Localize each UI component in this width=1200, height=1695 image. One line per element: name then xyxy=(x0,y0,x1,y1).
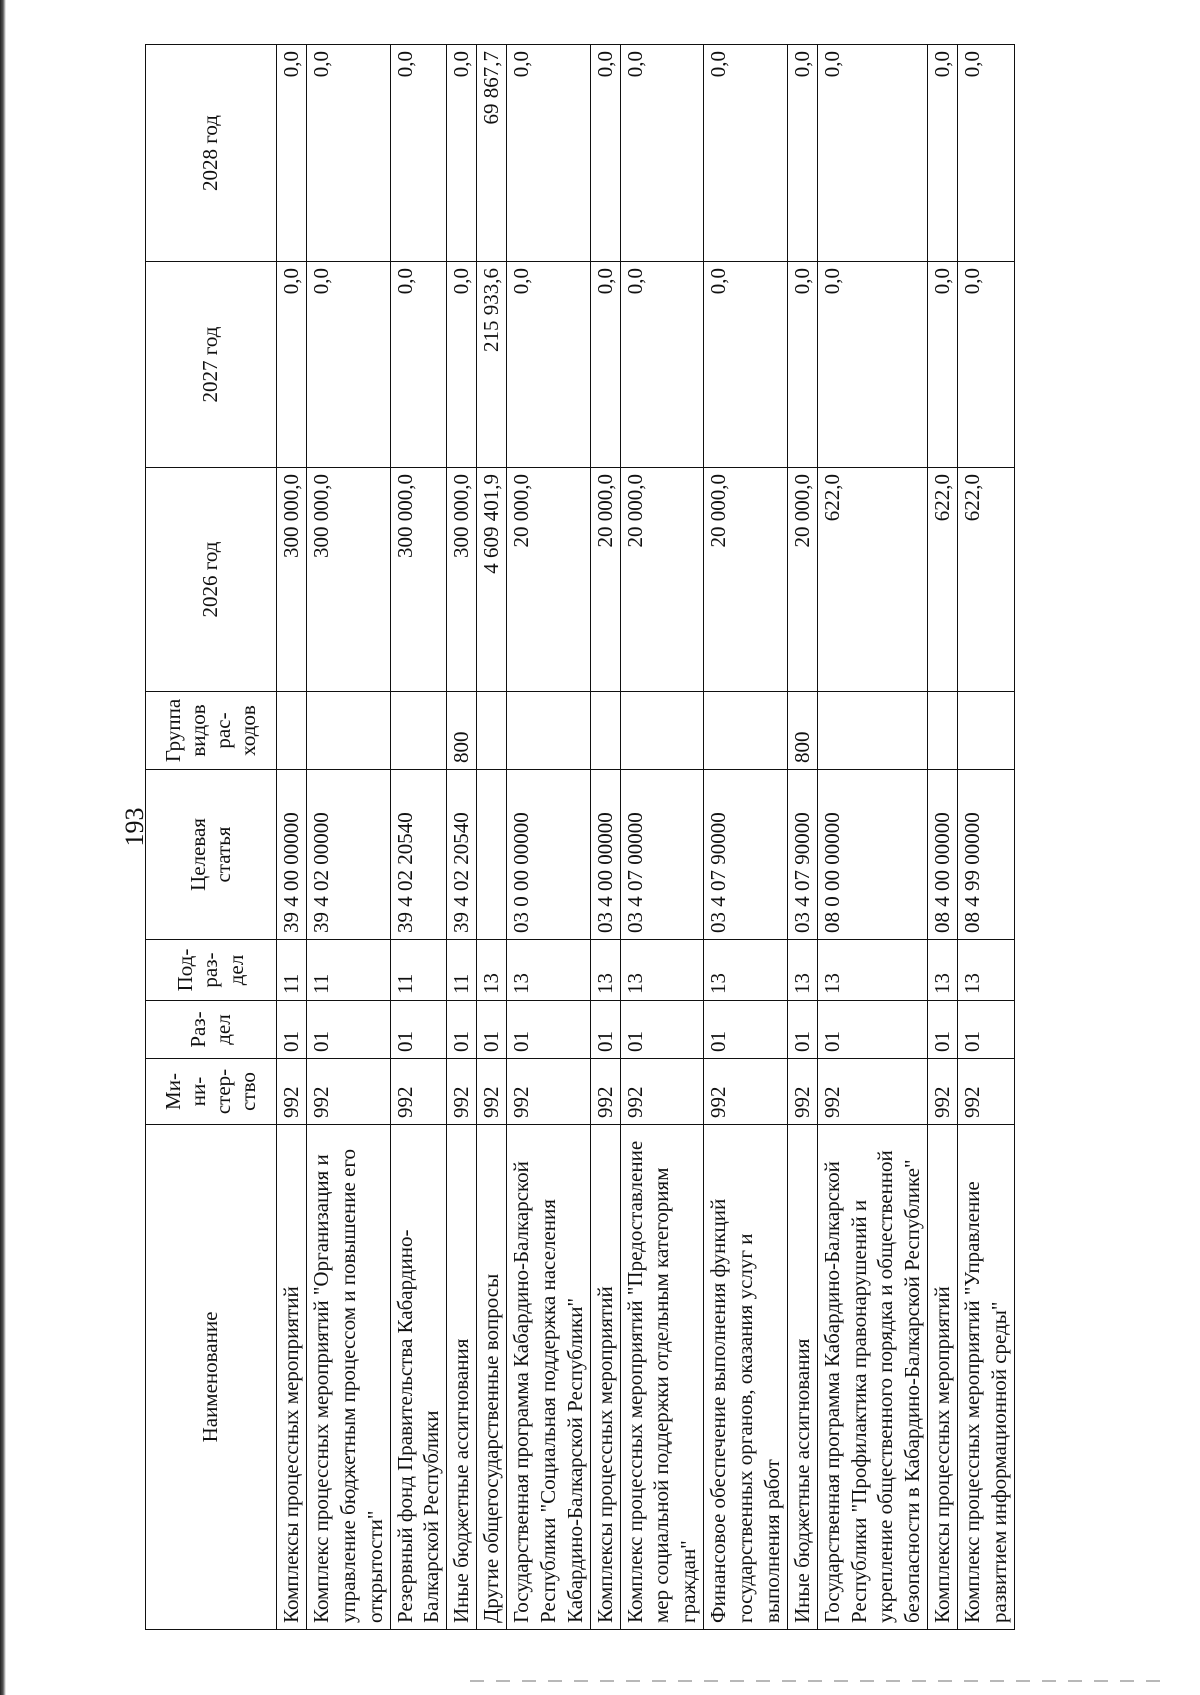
cell-section: 01 xyxy=(958,1001,1015,1059)
cell-y2026: 4 609 401,9 xyxy=(477,468,507,692)
page-number: 193 xyxy=(120,807,149,847)
cell-group xyxy=(477,692,507,770)
cell-section: 01 xyxy=(704,1001,788,1059)
cell-group xyxy=(507,692,591,770)
header-target: Целевая статья xyxy=(146,770,277,940)
table-row xyxy=(507,45,591,1630)
cell-y2026: 20 000,0 xyxy=(590,468,620,692)
header-subsection: Под- раз- дел xyxy=(146,940,277,1001)
cell-target xyxy=(477,770,507,940)
cell-subsection: 13 xyxy=(477,940,507,1001)
cell-y2027: 0,0 xyxy=(306,262,390,468)
cell-section: 01 xyxy=(277,1001,307,1059)
cell-name: Иные бюджетные ассигнования xyxy=(787,1125,817,1630)
cell-y2026: 300 000,0 xyxy=(390,468,447,692)
cell-target: 39 4 02 20540 xyxy=(390,770,447,940)
cell-group: 800 xyxy=(447,692,477,770)
cell-name: Государственная программа Кабардино-Балкарской Республики "Профилактика правонарушений и укрепление общественного порядка и общественной безопасности в Кабардино-Балкарской Республике" xyxy=(817,1125,928,1630)
cell-section: 01 xyxy=(477,1001,507,1059)
cell-y2027: 0,0 xyxy=(787,262,817,468)
cell-y2027: 0,0 xyxy=(277,262,307,468)
cell-ministry: 992 xyxy=(620,1059,704,1125)
cell-y2027: 0,0 xyxy=(958,262,1015,468)
header-section: Раз- дел xyxy=(146,1001,277,1059)
cell-target: 08 4 00 00000 xyxy=(928,770,958,940)
cell-y2028: 0,0 xyxy=(958,45,1015,262)
cell-target: 39 4 00 00000 xyxy=(277,770,307,940)
cell-name: Комплексы процессных мероприятий xyxy=(928,1125,958,1630)
cell-section: 01 xyxy=(620,1001,704,1059)
cell-y2028: 0,0 xyxy=(787,45,817,262)
cell-group xyxy=(277,692,307,770)
header-group: Группа видов рас- ходов xyxy=(146,692,277,770)
cell-section: 01 xyxy=(306,1001,390,1059)
cell-ministry: 992 xyxy=(447,1059,477,1125)
cell-section: 01 xyxy=(928,1001,958,1059)
cell-target: 03 4 07 00000 xyxy=(620,770,704,940)
cell-name: Комплекс процессных мероприятий "Предоставление мер социальной поддержки отдельным категориям граждан" xyxy=(620,1125,704,1630)
header-name: Наименование xyxy=(146,1125,277,1630)
cell-y2028: 0,0 xyxy=(620,45,704,262)
cell-section: 01 xyxy=(447,1001,477,1059)
scan-bottom-artifact xyxy=(470,1680,1170,1682)
table-body xyxy=(277,45,1015,1630)
table-row xyxy=(928,45,958,1630)
cell-subsection: 11 xyxy=(277,940,307,1001)
cell-group xyxy=(620,692,704,770)
cell-y2026: 622,0 xyxy=(928,468,958,692)
cell-name: Комплекс процессных мероприятий "Управление развитием информационной среды" xyxy=(958,1125,1015,1630)
cell-y2027: 0,0 xyxy=(704,262,788,468)
table-row xyxy=(787,45,817,1630)
cell-group xyxy=(704,692,788,770)
cell-y2026: 300 000,0 xyxy=(306,468,390,692)
cell-name: Комплексы процессных мероприятий xyxy=(277,1125,307,1630)
cell-target: 39 4 02 20540 xyxy=(447,770,477,940)
cell-subsection: 13 xyxy=(787,940,817,1001)
table-row xyxy=(447,45,477,1630)
cell-y2026: 20 000,0 xyxy=(507,468,591,692)
cell-group xyxy=(958,692,1015,770)
cell-y2026: 622,0 xyxy=(817,468,928,692)
cell-section: 01 xyxy=(590,1001,620,1059)
cell-y2026: 20 000,0 xyxy=(704,468,788,692)
header-2028: 2028 год xyxy=(146,45,277,262)
cell-y2026: 20 000,0 xyxy=(620,468,704,692)
cell-group xyxy=(928,692,958,770)
cell-name: Комплекс процессных мероприятий "Организация и управление бюджетным процессом и повышение его открытости" xyxy=(306,1125,390,1630)
cell-ministry: 992 xyxy=(787,1059,817,1125)
rotated-table-container xyxy=(145,45,1065,1630)
cell-y2028: 69 867,7 xyxy=(477,45,507,262)
cell-name: Другие общегосударственные вопросы xyxy=(477,1125,507,1630)
cell-ministry: 992 xyxy=(390,1059,447,1125)
cell-y2028: 0,0 xyxy=(704,45,788,262)
cell-group xyxy=(306,692,390,770)
budget-table xyxy=(145,44,1015,1630)
cell-ministry: 992 xyxy=(306,1059,390,1125)
header-2026: 2026 год xyxy=(146,468,277,692)
cell-y2028: 0,0 xyxy=(277,45,307,262)
cell-target: 03 4 00 00000 xyxy=(590,770,620,940)
cell-ministry: 992 xyxy=(928,1059,958,1125)
cell-group xyxy=(590,692,620,770)
cell-target: 03 0 00 00000 xyxy=(507,770,591,940)
cell-y2026: 300 000,0 xyxy=(447,468,477,692)
cell-y2027: 0,0 xyxy=(928,262,958,468)
cell-name: Государственная программа Кабардино-Балкарской Республики "Социальная поддержка населения Кабардино-Балкарской Республики" xyxy=(507,1125,591,1630)
cell-subsection: 13 xyxy=(507,940,591,1001)
cell-subsection: 13 xyxy=(620,940,704,1001)
cell-y2027: 0,0 xyxy=(590,262,620,468)
table-row xyxy=(817,45,928,1630)
table-row xyxy=(277,45,307,1630)
cell-target: 08 0 00 00000 xyxy=(817,770,928,940)
cell-subsection: 13 xyxy=(928,940,958,1001)
cell-ministry: 992 xyxy=(958,1059,1015,1125)
cell-ministry: 992 xyxy=(277,1059,307,1125)
cell-name: Финансовое обеспечение выполнения функций государственных органов, оказания услуг и выполнения работ xyxy=(704,1125,788,1630)
cell-section: 01 xyxy=(507,1001,591,1059)
cell-y2028: 0,0 xyxy=(306,45,390,262)
cell-ministry: 992 xyxy=(507,1059,591,1125)
cell-target: 08 4 99 00000 xyxy=(958,770,1015,940)
cell-ministry: 992 xyxy=(477,1059,507,1125)
cell-y2026: 622,0 xyxy=(958,468,1015,692)
cell-y2028: 0,0 xyxy=(447,45,477,262)
cell-ministry: 992 xyxy=(817,1059,928,1125)
cell-subsection: 11 xyxy=(447,940,477,1001)
cell-subsection: 13 xyxy=(958,940,1015,1001)
cell-y2027: 0,0 xyxy=(817,262,928,468)
cell-subsection: 13 xyxy=(590,940,620,1001)
header-ministry: Ми- ни- стер- ство xyxy=(146,1059,277,1125)
cell-y2028: 0,0 xyxy=(817,45,928,262)
table-row xyxy=(958,45,1015,1630)
cell-y2028: 0,0 xyxy=(507,45,591,262)
cell-section: 01 xyxy=(390,1001,447,1059)
cell-y2027: 0,0 xyxy=(447,262,477,468)
cell-section: 01 xyxy=(787,1001,817,1059)
cell-y2026: 300 000,0 xyxy=(277,468,307,692)
table-row xyxy=(390,45,447,1630)
cell-y2028: 0,0 xyxy=(590,45,620,262)
cell-subsection: 13 xyxy=(704,940,788,1001)
cell-name: Резервный фонд Правительства Кабардино-Балкарской Республики xyxy=(390,1125,447,1630)
cell-section: 01 xyxy=(817,1001,928,1059)
cell-subsection: 11 xyxy=(390,940,447,1001)
cell-ministry: 992 xyxy=(704,1059,788,1125)
table-header-row xyxy=(146,45,277,1630)
cell-y2028: 0,0 xyxy=(928,45,958,262)
table-row xyxy=(306,45,390,1630)
cell-target: 39 4 02 00000 xyxy=(306,770,390,940)
scan-left-edge xyxy=(0,0,6,1695)
cell-y2027: 0,0 xyxy=(620,262,704,468)
cell-y2026: 20 000,0 xyxy=(787,468,817,692)
cell-y2027: 0,0 xyxy=(390,262,447,468)
table-row xyxy=(590,45,620,1630)
cell-target: 03 4 07 90000 xyxy=(704,770,788,940)
cell-y2028: 0,0 xyxy=(390,45,447,262)
cell-y2027: 215 933,6 xyxy=(477,262,507,468)
cell-group xyxy=(390,692,447,770)
table-row xyxy=(704,45,788,1630)
table-row xyxy=(620,45,704,1630)
cell-name: Иные бюджетные ассигнования xyxy=(447,1125,477,1630)
cell-group xyxy=(817,692,928,770)
cell-y2027: 0,0 xyxy=(507,262,591,468)
header-2027: 2027 год xyxy=(146,262,277,468)
table-row xyxy=(477,45,507,1630)
cell-ministry: 992 xyxy=(590,1059,620,1125)
cell-name: Комплексы процессных мероприятий xyxy=(590,1125,620,1630)
cell-target: 03 4 07 90000 xyxy=(787,770,817,940)
cell-subsection: 13 xyxy=(817,940,928,1001)
cell-subsection: 11 xyxy=(306,940,390,1001)
cell-group: 800 xyxy=(787,692,817,770)
